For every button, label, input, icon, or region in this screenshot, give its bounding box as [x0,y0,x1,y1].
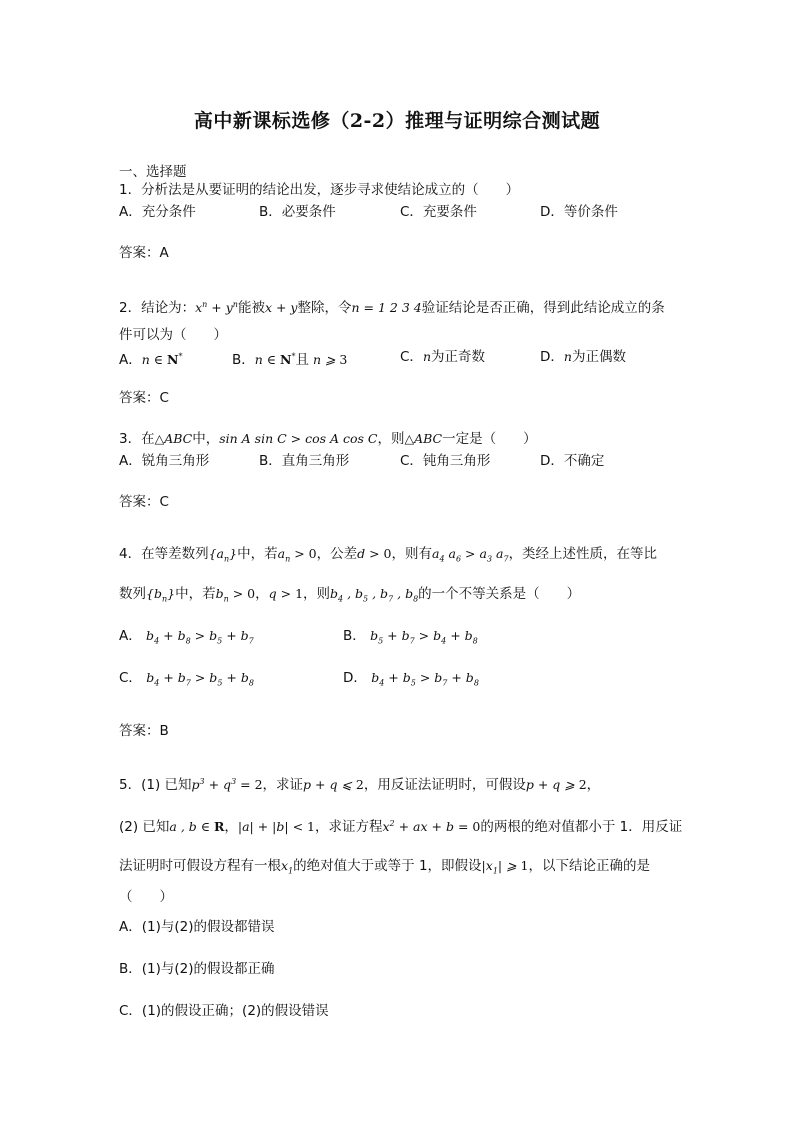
q4-option-a[interactable]: A． $b_4 + b_8 > b_5 + b_7$ [119,628,254,646]
q4-line1: 4．在等差数列$\{a_n\}$中，若$a_n > 0$，公差d > 0，则有$a_4$ $a_6 > a_3$ $a_7$，类经上述性质，在等比 [119,546,658,564]
q5-option-b[interactable]: B．(1)与(2)的假设都正确 [119,961,275,977]
q2-option-b[interactable]: B．n ∈ N*且 n ⩾ 3 [232,352,348,369]
q3-option-c[interactable]: C．钝角三角形 [400,453,491,469]
q5-line2: (2) 已知a , b ∈ R，|a| + |b| < 1，求证方程$x^2$ + ax + b = 0的两根的绝对值都小于 1．用反证 [119,819,683,836]
q2-option-d[interactable]: D．n为正偶数 [540,349,626,365]
q2-option-a-math: n ∈ N* [141,352,183,368]
q1-option-c[interactable]: C．充要条件 [400,204,477,220]
q2-answer: 答案：C [119,390,169,406]
q1-answer: 答案：A [119,245,169,261]
q1-option-d[interactable]: D．等价条件 [540,204,618,220]
q4-option-b[interactable]: B． $b_5 + b_7 > b_4 + b_8$ [343,628,478,646]
q5-line1: 5．(1) 已知$p^3 + q^3 = 2$，求证p + q ⩽ 2，用反证法证明时，可假设p + q ⩾ 2， [119,777,601,794]
q4-line2: 数列$\{b_n\}$中，若$b_n > 0$，q > 1，则$b_4$ , $b_5$ , $b_7$ , $b_8$的一个不等关系是（ ） [119,586,581,604]
q2-line1: 2．结论为：$x^n + y^n$能被x + y整除，令n = 1 2 3 4验证结论是否正确，得到此结论成立的条 [119,300,665,317]
q2-line2: 件可以为（ ） [119,327,227,343]
q4-option-c[interactable]: C． $b_4 + b_7 > b_5 + b_8$ [119,670,254,688]
q5-line4: （ ） [119,889,173,905]
q5-line3: 法证明时可假设方程有一根$x_1$的绝对值大于或等于 1，即假设$|x_1|$ ⩾ 1，以下结论正确的是 [119,858,650,876]
q1-option-b[interactable]: B．必要条件 [259,204,336,220]
q3-answer: 答案：C [119,494,169,510]
q5-option-c[interactable]: C．(1)的假设正确；(2)的假设错误 [119,1003,329,1019]
q5-option-a[interactable]: A．(1)与(2)的假设都错误 [119,919,275,935]
section-heading: 一、选择题 [119,164,187,180]
q3-option-d[interactable]: D．不确定 [540,453,605,469]
q2-expr: $x^n + y^n$ [195,300,238,316]
q3-option-a[interactable]: A．锐角三角形 [119,453,210,469]
q2-option-c[interactable]: C．n为正奇数 [400,349,485,365]
q1-stem: 1．分析法是从要证明的结论出发，逐步寻求使结论成立的（ ） [119,182,520,198]
q2-expr2: x + y [264,300,298,316]
q2-option-a[interactable]: A．n ∈ N* [119,352,183,369]
q1-option-a[interactable]: A．充分条件 [119,204,196,220]
q4-answer: 答案：B [119,723,169,739]
page-title: 高中新课标选修（2-2）推理与证明综合测试题 [193,110,601,132]
q2-option-b-math: n ∈ N*且 n ⩾ 3 [254,352,348,369]
q4-option-d[interactable]: D． $b_4 + b_5 > b_7 + b_8$ [343,670,479,688]
q3-inequality: sin A sin C > cos A cos C [219,431,378,446]
q3-stem: 3．在△ABC中，sin A sin C > cos A cos C，则△ABC一定是（ ） [119,431,537,447]
q3-option-b[interactable]: B．直角三角形 [259,453,350,469]
q2-expr3: n = 1 2 3 4 [351,300,422,316]
